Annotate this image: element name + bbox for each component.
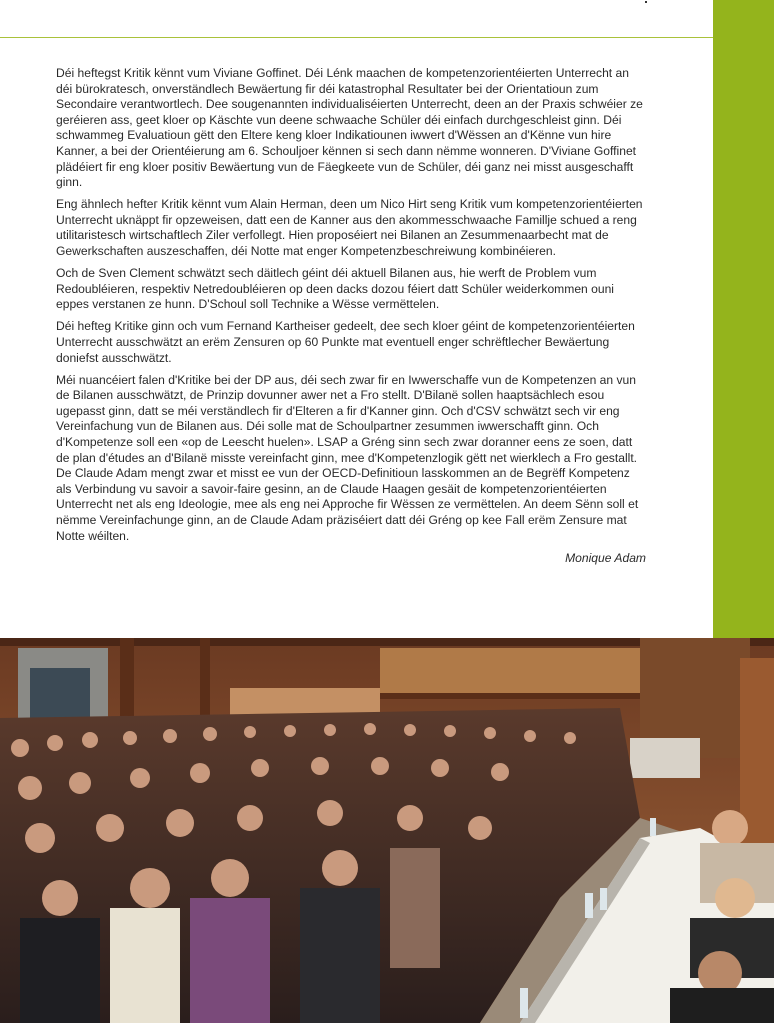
- page-mark: [645, 1, 647, 3]
- article-body: [56, 66, 646, 566]
- paragraph-herman: Eng ähnlech heftег Kritik kënnt vum Alain Herman, deen um Nico Hirt seng Kritik vum kompetenzorientéierten Unterrecht uknäppt fir opzeweisen, datt een de Kanner aus den akommesschwaache Famillje schued a reng utilitaristesch wirtschaftlech Ziler verfollegt. Hien proposéiert nei Bilanen an Zesummenaarbecht mat de Gewerkschaften auszeschaffen, déi Notte mat enger Kompetenzbeschreiwung kombinéieren.: [56, 197, 643, 259]
- author-signature: Monique Adam: [565, 550, 646, 565]
- paragraph-goffinet: Déi heftegst Kritik kënnt vum Viviane Goffinet. Déi Lénk maachen de kompetenzorientéierten Unterrecht an déi bürokratesch, onverständlech Bewäertung fir déi katastrophal Resultater bei der Orientatioun zum Secondaire verantwortlech. Dee sougenannten individualiséierten Unterrecht, deen an der Praxis schwéier ze geréieren ass, geet kloer op Käschte vun deene schwaache Schüler déi einfach durchgeschleist ginn. Déi schwammeg Evaluatioun gëtt den Eltere keng kloer Indikatiounen iwwert d'Wëssen an d'Kënne vun hire Kanner, a bei der Orientéierung am 6. Schouljoer kënnen si sech dann nëmme wonneren. D'Viviane Goffinet plädéiert fir eng kloer positiv Bewäertung vun de Fäegkeete vun de Schüler, déi ganz nei misst ausgeschafft ginn.: [56, 66, 643, 190]
- audience-hall-photo: [0, 638, 774, 1023]
- paragraph-kartheiser: Déi hefteg Kritike ginn och vum Fernand Kartheiser gedeelt, dee sech kloer géint de kompetenzorientéierten Unterrecht ausschwätzt an erëm Zensuren op 60 Punkte mat eventuell enger schrëftlecher Bewäertung doniefst ausschwätzt.: [56, 319, 635, 365]
- header-rule: [0, 37, 713, 38]
- paragraph-clement: Och de Sven Clement schwätzt sech däitlech géint déi aktuell Bilanen aus, hie werft de Problem vum Redoubléieren, respektiv Netredoubléieren op deen dacks dozou féiert datt Schüler weiderkommen ouni eppes verstanen ze hunn. D'Schoul soll Technike a Wësse vermëttelen.: [56, 266, 614, 312]
- green-side-bar: [713, 0, 774, 638]
- paragraph-parties: Méi nuancéiert falen d'Kritike bei der DP aus, déi sech zwar fir en Iwwerschaffe vun de Kompetenzen an vun de Bilanen ausschwätzt, de Prinzip dovunner awer net a Fro stellt. D'Bilanë sollen haaptsächlech esou ugepasst ginn, datt se méi verständlech fir d'Elteren a fir d'Kanner ginn. Och d'CSV schwätzt sech vir eng Vereinfachung vun de Bilanen aus. Déi solle mat de Schoulpartner zesummen iwwerschafft ginn. Och d'Kompetenze soll een «op de Leescht huelen». LSAP a Gréng sinn sech zwar doranner eens ze soen, datt de plan d'études an d'Bilanë misste vereinfacht ginn, mee d'Kompetenzlogik gëtt net wierklech a Fro gestallt. De Claude Adam mengt zwar et misst ee vun der OECD-Definitioun lasskommen an de Begrëff Kompetenz als Verbindung vu savoir a savoir-faire gesinn, an de Claude Haagen gesäit de kompetenzorientéierten Unterrecht net als eng Ideologie, mee als eng nei Approche fir Wëssen ze vermëttelen. An deem Sënn soll et nëmme Vereinfachunge ginn, an de Claude Adam präziséiert datt déi Gréng op kee Fall erëm Zensure mat Notte wéilten.: [56, 372, 639, 543]
